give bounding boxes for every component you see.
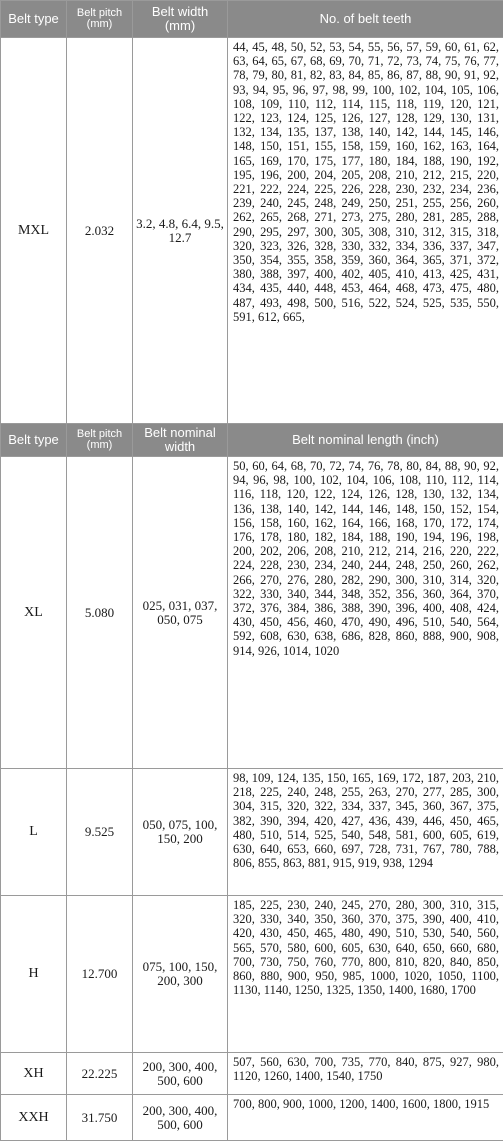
- belt-length-list: 50, 60, 64, 68, 70, 72, 74, 76, 78, 80, 84, 88, 90, 92, 94, 96, 98, 100, 102, 104, 106, 108, 110, 112, 114, 116, 118, 120, 122, 124, 126, 128, 130, 132, 134, 136, 138, 140, 142, 144, 146, 148, 150, 152, 154, 156, 158, 160, 162, 164, 166, 168, 170, 172, 174, 176, 178, 180, 182, 184, 188, 190, 194, 196, 198, 200, 202, 206, 208, 210, 212, 214, 216, 220, 222, 224, 228, 230, 234, 240, 244, 248, 250, 260, 262, 266, 270, 276, 280, 282, 290, 300, 310, 314, 320, 322, 330, 340, 344, 348, 352, 356, 360, 364, 370, 372, 376, 384, 386, 388, 390, 396, 400, 408, 424, 430, 450, 456, 460, 470, 490, 496, 510, 540, 564, 592, 608, 630, 638, 686, 828, 860, 888, 900, 908, 914, 926, 1014, 1020: [228, 457, 503, 769]
- table-row-mxl: [1, 38, 503, 424]
- table-row-xxh: [1, 1095, 503, 1141]
- belt-length-list: 185, 225, 230, 240, 245, 270, 280, 300, 310, 315, 320, 330, 340, 350, 360, 370, 375, 390, 400, 410, 420, 430, 450, 465, 480, 490, 510, 530, 540, 560, 565, 570, 580, 600, 605, 630, 640, 650, 660, 680, 700, 730, 750, 760, 770, 800, 810, 820, 840, 850, 860, 880, 900, 950, 985, 1000, 1020, 1050, 1100, 1130, 1140, 1250, 1325, 1350, 1400, 1680, 1700: [228, 896, 503, 1053]
- header-belt-pitch: Belt pitch (mm): [67, 424, 133, 457]
- belt-type-cell: XL: [1, 457, 67, 769]
- table-row-xh: [1, 1053, 503, 1095]
- header-row-teeth: [1, 1, 503, 38]
- belt-type-cell: H: [1, 896, 67, 1053]
- table-row-l: [1, 769, 503, 896]
- belt-width-cell: 025, 031, 037, 050, 075: [133, 457, 228, 769]
- belt-length-list: 700, 800, 900, 1000, 1200, 1400, 1600, 1800, 1915: [228, 1095, 503, 1141]
- belt-pitch-cell: 2.032: [67, 38, 133, 424]
- header-row-length: [1, 424, 503, 457]
- belt-pitch-cell: 9.525: [67, 769, 133, 896]
- table-row-h: [1, 896, 503, 1053]
- belt-pitch-cell: 22.225: [67, 1053, 133, 1095]
- header-belt-width: Belt width (mm): [133, 1, 228, 38]
- header-belt-type: Belt type: [1, 1, 67, 38]
- header-belt-nominal-length: Belt nominal length (inch): [228, 424, 503, 457]
- belt-width-cell: 050, 075, 100, 150, 200: [133, 769, 228, 896]
- belt-width-cell: 200, 300, 400, 500, 600: [133, 1095, 228, 1141]
- belt-length-list: 507, 560, 630, 700, 735, 770, 840, 875, 927, 980, 1120, 1260, 1400, 1540, 1750: [228, 1053, 503, 1095]
- belt-pitch-cell: 12.700: [67, 896, 133, 1053]
- belt-width-cell: 075, 100, 150, 200, 300: [133, 896, 228, 1053]
- belt-teeth-list: 44, 45, 48, 50, 52, 53, 54, 55, 56, 57, 59, 60, 61, 62, 63, 64, 65, 67, 68, 69, 70, 71, 72, 73, 74, 75, 76, 77, 78, 79, 80, 81, 82, 83, 84, 85, 86, 87, 88, 90, 91, 92, 93, 94, 95, 96, 97, 98, 99, 100, 102, 104, 105, 106, 108, 109, 110, 112, 114, 115, 118, 119, 120, 121, 122, 123, 124, 125, 126, 127, 128, 129, 130, 131, 132, 134, 135, 137, 138, 140, 142, 144, 145, 146, 148, 150, 151, 155, 158, 159, 160, 162, 163, 164, 165, 169, 170, 175, 177, 180, 184, 188, 190, 192, 195, 196, 200, 204, 205, 208, 210, 212, 215, 220, 221, 222, 224, 225, 226, 228, 230, 232, 234, 236, 239, 240, 245, 248, 249, 250, 251, 255, 256, 260, 262, 265, 268, 271, 273, 275, 280, 281, 285, 288, 290, 295, 297, 300, 305, 308, 310, 312, 315, 318, 320, 323, 326, 328, 330, 332, 334, 336, 337, 347, 350, 354, 355, 358, 359, 360, 364, 365, 371, 372, 380, 388, 397, 400, 402, 405, 410, 413, 425, 431, 434, 435, 440, 448, 453, 464, 468, 473, 475, 480, 487, 493, 498, 500, 516, 522, 524, 525, 535, 550, 591, 612, 665,: [228, 38, 503, 424]
- belt-pitch-cell: 5.080: [67, 457, 133, 769]
- belt-width-cell: 3.2, 4.8, 6.4, 9.5, 12.7: [133, 38, 228, 424]
- belt-type-cell: MXL: [1, 38, 67, 424]
- header-belt-type: Belt type: [1, 424, 67, 457]
- belt-pitch-cell: 31.750: [67, 1095, 133, 1141]
- belt-length-list: 98, 109, 124, 135, 150, 165, 169, 172, 187, 203, 210, 218, 225, 240, 248, 255, 263, 270, 277, 285, 300, 304, 315, 320, 322, 334, 337, 345, 360, 367, 375, 382, 390, 394, 420, 427, 436, 439, 446, 450, 465, 480, 510, 514, 525, 540, 548, 581, 600, 605, 619, 630, 640, 653, 660, 697, 728, 731, 767, 780, 788, 806, 855, 863, 881, 915, 919, 938, 1294: [228, 769, 503, 896]
- belt-type-cell: XH: [1, 1053, 67, 1095]
- header-belt-nominal-width: Belt nominal width: [133, 424, 228, 457]
- belt-type-cell: XXH: [1, 1095, 67, 1141]
- belt-type-cell: L: [1, 769, 67, 896]
- table-row-xl: [1, 457, 503, 769]
- header-belt-pitch: Belt pitch (mm): [67, 1, 133, 38]
- belt-width-cell: 200, 300, 400, 500, 600: [133, 1053, 228, 1095]
- header-belt-teeth: No. of belt teeth: [228, 1, 503, 38]
